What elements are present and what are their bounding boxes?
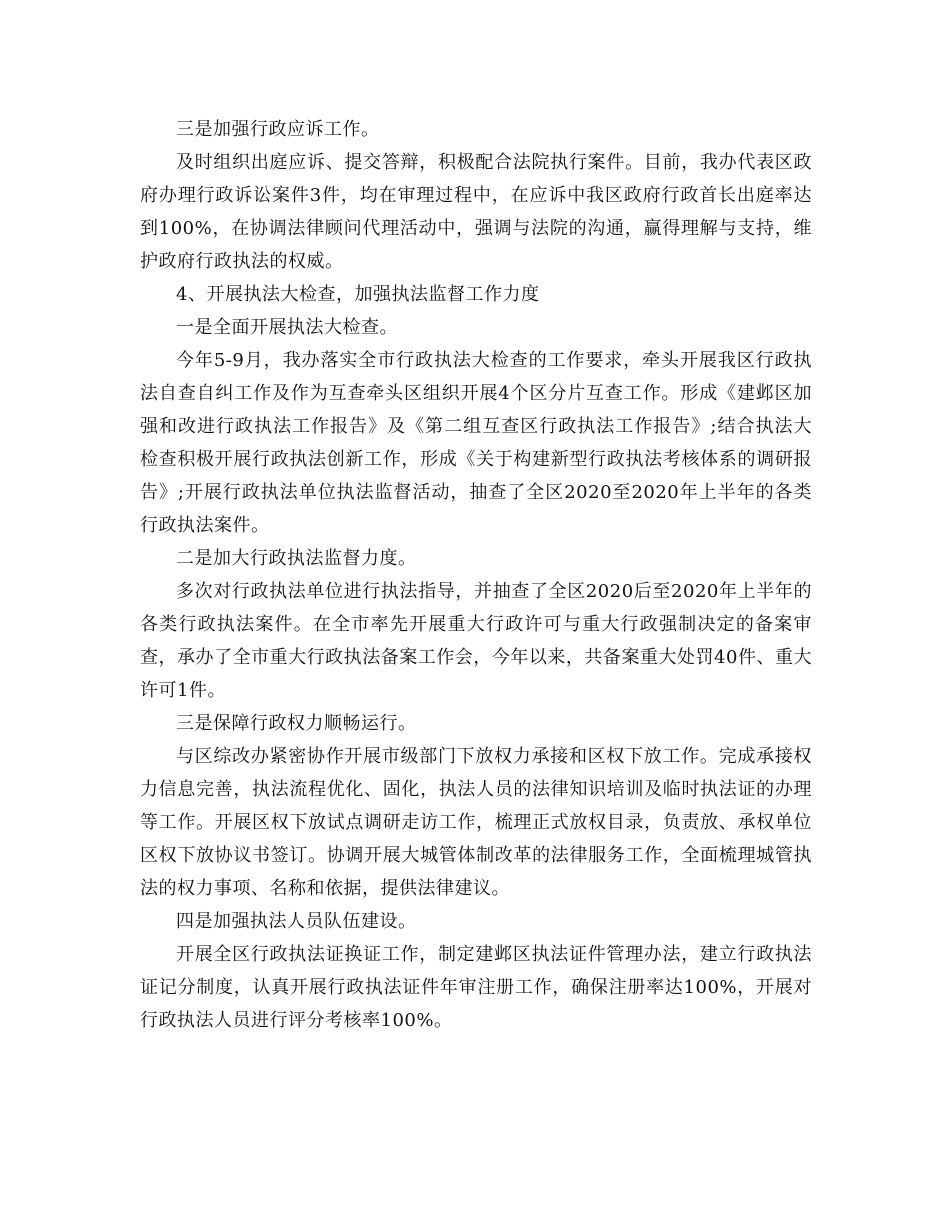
paragraph-supervision-details: 多次对行政执法单位进行执法指导，并抽查了全区2020后至2020年上半年的各类行政执法案件。在全市率先开展重大行政许可与重大行政强制决定的备案审查，承办了全市重大行政执法备案工作会，今年以来，共备案重大处罚40件、重大许可1件。: [140, 581, 812, 701]
subheading-supervision-strength: 二是加大行政执法监督力度。: [176, 548, 417, 569]
subheading-comprehensive-inspection: 一是全面开展执法大检查。: [176, 317, 398, 338]
subheading-administrative-litigation: 三是加强行政应诉工作。: [176, 119, 380, 140]
document-body: [140, 113, 812, 1037]
paragraph-power-operation-details: 与区综改办紧密协作开展市级部门下放权力承接和区权下放工作。完成承接权力信息完善，执法流程优化、固化，执法人员的法律知识培训及临时执法证的办理等工作。开展区权下放试点调研走访工作，梳理正式放权目录，负责放、承权单位区权下放协议书签订。协调开展大城管体制改革的法律服务工作，全面梳理城管执法的权力事项、名称和依据，提供法律建议。: [140, 746, 812, 899]
subheading-personnel-building: 四是加强执法人员队伍建设。: [176, 911, 417, 932]
paragraph-inspection-details: 今年5-9月，我办落实全市行政执法大检查的工作要求，牵头开展我区行政执法自查自纠工作及作为互查牵头区组织开展4个区分片互查工作。形成《建邺区加强和改进行政执法工作报告》及《第二组互查区行政执法工作报告》;结合执法大检查积极开展行政执法创新工作，形成《关于构建新型行政执法考核体系的调研报告》;开展行政执法单位执法监督活动，抽查了全区2020至2020年上半年的各类行政执法案件。: [140, 350, 812, 536]
paragraph-litigation-details: 及时组织出庭应诉、提交答辩，积极配合法院执行案件。目前，我办代表区政府办理行政诉讼案件3件，均在审理过程中，在应诉中我区政府行政首长出庭率达到100%，在协调法律顾问代理活动中，强调与法院的沟通，赢得理解与支持，维护政府行政执法的权威。: [140, 152, 812, 272]
paragraph-personnel-details: 开展全区行政执法证换证工作，制定建邺区执法证件管理办法，建立行政执法证记分制度，认真开展行政执法证件年审注册工作，确保注册率达100%，开展对行政执法人员进行评分考核率100%。: [140, 944, 812, 1031]
subheading-power-operation: 三是保障行政权力顺畅运行。: [176, 713, 417, 734]
section-heading-law-enforcement-inspection: 4、开展执法大检查，加强执法监督工作力度: [176, 284, 540, 305]
